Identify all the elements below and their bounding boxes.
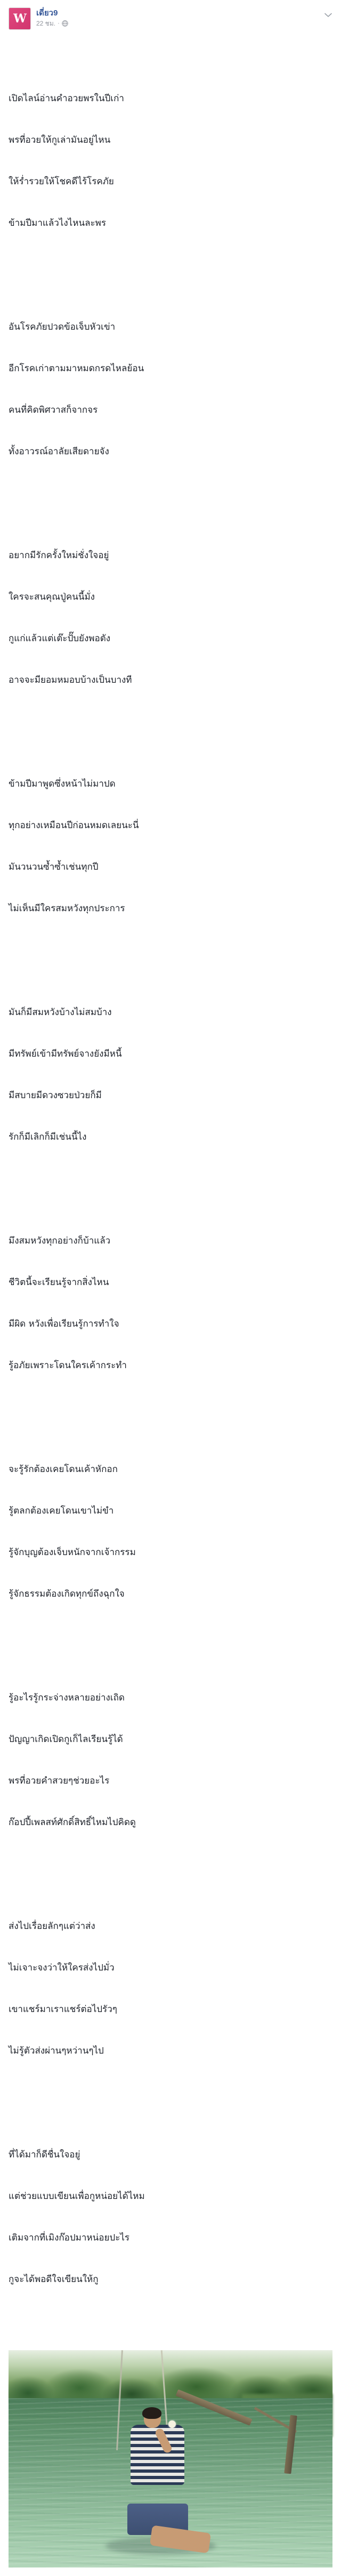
post-line: กูจะได้พอดีใจเขียนให้กู — [9, 2274, 99, 2285]
post-line: กูแก่แล้วแต่เต๊ะปั๊บยังพอตัง — [9, 633, 111, 644]
post-line: มึงสมหวังทุกอย่างก็บ้าแล้ว — [9, 1236, 111, 1246]
post-menu-button[interactable] — [323, 10, 334, 20]
post-line: ไม่เห็นมีใครสมหวังทุกประการ — [9, 903, 125, 914]
post-line: มันวนวนซ้ำซ้ำเช่นทุกปี — [9, 862, 99, 872]
post-line: อาจจะมียอมหมอบบ้างเป็นบางที — [9, 675, 132, 685]
post-line: อยากมีรักครั้งใหม่ชั่งใจอยู่ — [9, 550, 109, 561]
post-stanza — [9, 521, 332, 715]
post-line: ใครจะสนคุณปู่คนนี้มั่ง — [9, 592, 95, 602]
post-line: ไม่เจาะจงว่าให้ใครส่งไปมั่ว — [9, 1962, 115, 1973]
post-meta — [36, 20, 68, 27]
post-line: รู้อะไรรู้กระจ่างหลายอย่างเถิด — [9, 1692, 125, 1703]
post-line: ที่ได้มาก็ดีชื่นใจอยู่ — [9, 2149, 80, 2160]
post-line: พรที่อวยให้กูเล่ามันอยู่ไหน — [9, 135, 111, 145]
photo-person-hair — [142, 2407, 161, 2419]
post-stanza — [9, 1435, 332, 1629]
post-line: มีทรัพย์เข้ามีทรัพย์จางยังมีหนี้ — [9, 1049, 122, 1059]
post-stanza — [9, 978, 332, 1172]
post-line: ข้ามปีมาแล้วไงไหนละพร — [9, 218, 106, 228]
post-line: ทุกอย่างเหมือนปีก่อนหมดเลยนะนี่ — [9, 820, 139, 831]
post-stanza — [9, 1206, 332, 1400]
post-line: ชีวิตนี้จะเรียนรู้จากสิ่งไหน — [9, 1277, 109, 1288]
post-timestamp[interactable]: 22 ชม. — [36, 20, 56, 27]
post-line: รักก็มีเลิกก็มีเช่นนี้ไง — [9, 1132, 87, 1142]
avatar-glyph: W — [13, 12, 26, 26]
post-stanza — [9, 749, 332, 943]
post-stanza — [9, 1892, 332, 2086]
post-stanza — [9, 2120, 332, 2314]
globe-icon[interactable] — [62, 20, 68, 27]
post-line: แต่ช่วยแบบเขียนเพื่อกูหน่อยได้ไหม — [9, 2191, 145, 2202]
post-line: ส่งไปเรื่อยลักๆแต่ว่าส่ง — [9, 1921, 95, 1932]
post-author-name[interactable]: เดี่ยว9 — [36, 9, 58, 18]
post-line: ก๊อปปี้เพลสท์ศักดิ์สิทธิ์ไหมไปคิดดู — [9, 1817, 136, 1828]
post-line: มีผิด หวังเพื่อเรียนรู้การทำใจ — [9, 1319, 119, 1329]
post-line: คนที่คิดพิศวาสก็จากจร — [9, 405, 98, 415]
post-line: รู้ตลกต้องเคยโดนเขาไม่ขำ — [9, 1506, 114, 1516]
meta-separator: · — [58, 20, 60, 27]
post-line: รู้จักธรรมต้องเกิดทุกข์ถึงฉุกใจ — [9, 1589, 125, 1599]
post-line: รู้อภัยเพราะโดนใครเค้ากระทำ — [9, 1360, 127, 1371]
post-line: เขาแชร์มาเราแชร์ต่อไปรัวๆ — [9, 2004, 117, 2015]
post-line: ข้ามปีมาพูดซึ่งหน้าไม่มาปด — [9, 779, 116, 789]
post-line: พรที่อวยคำสวยๆช่วยอะไร — [9, 1776, 110, 1786]
post-stanza — [9, 64, 332, 258]
photo-person — [116, 2409, 200, 2552]
post-line: ทั้งอาวรณ์อาลัยเสียดายจัง — [9, 446, 109, 457]
post-stanza — [9, 292, 332, 486]
post-author-block — [36, 7, 68, 27]
post-header — [0, 0, 341, 32]
post-line: รู้จักบุญต้องเจ็บหนักจากเจ้ากรรม — [9, 1547, 136, 1558]
post-line: ไม่รู้ตัวส่งผ่านๆหว่านๆไป — [9, 2046, 104, 2056]
post-text — [0, 32, 341, 2347]
post-line: อันโรคภัยปวดข้อเจ็บหัวเข่า — [9, 322, 116, 332]
post-line: มีสบายมีดวงซวยป่วยก็มี — [9, 1090, 102, 1101]
post-line: เติมจากที่เมิงก๊อปมาหน่อยปะไร — [9, 2232, 130, 2243]
avatar[interactable] — [9, 7, 31, 30]
post-line: จะรู้รักต้องเคยโดนเค้าหักอก — [9, 1464, 118, 1475]
post-line: เปิดไลน์อ่านคำอวยพรในปีเก่า — [9, 93, 124, 104]
post-photo[interactable] — [9, 2350, 332, 2567]
post-stanza — [9, 1663, 332, 1857]
post-line: ให้ร่ำรวยให้โชคดีไร้โรคภัย — [9, 176, 114, 187]
post-line: มันก็มีสมหวังบ้างไม่สมบ้าง — [9, 1007, 112, 1018]
post-line: ปัญญาเกิดเปิดกูเก็ไลเรียนรู้ได้ — [9, 1734, 123, 1745]
post-line: อีกโรคเก่าตามมาหมดกรดไหลย้อน — [9, 363, 144, 374]
post-photo-container — [0, 2347, 341, 2576]
